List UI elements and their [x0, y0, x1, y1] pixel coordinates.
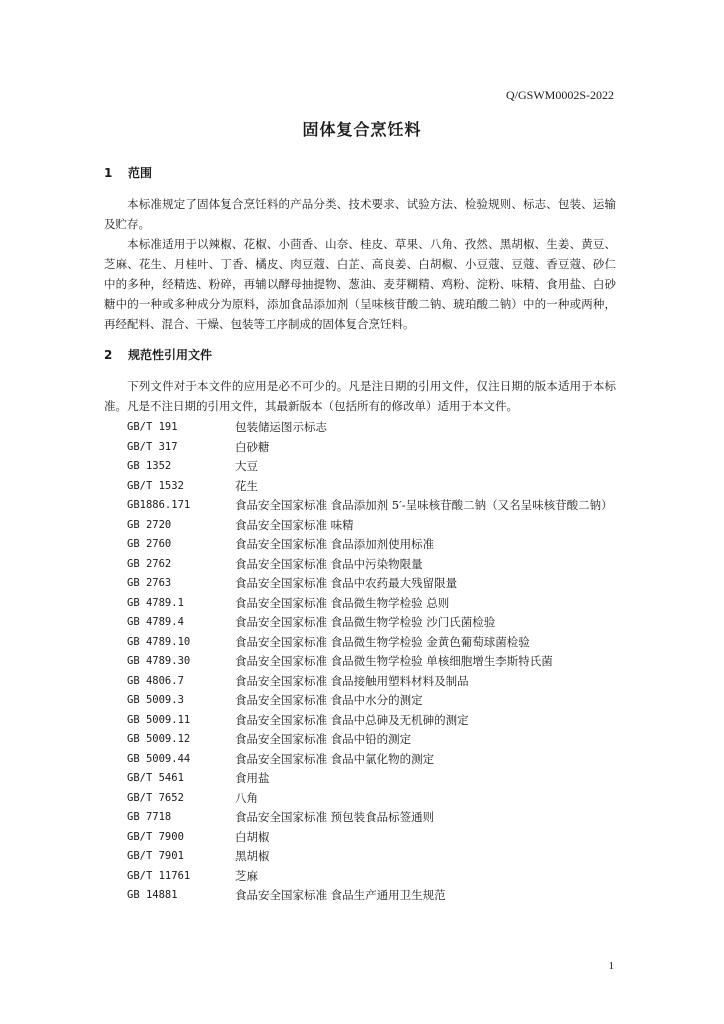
reference-title: 食品安全国家标准 食品接触用塑料材料及制品	[235, 673, 469, 688]
reference-row	[127, 594, 617, 614]
reference-title: 食品安全国家标准 食品中氯化物的测定	[235, 751, 435, 766]
reference-title: 八角	[235, 790, 258, 805]
reference-title: 食品安全国家标准 食品中水分的测定	[235, 693, 423, 707]
document-title: 固体复合烹饪料	[302, 120, 422, 139]
reference-row	[127, 691, 617, 711]
reference-row	[127, 633, 617, 653]
reference-code: GB/T 7900	[127, 830, 184, 843]
reference-row	[127, 808, 617, 828]
reference-row	[127, 750, 617, 770]
reference-title: 黑胡椒	[235, 849, 270, 863]
reference-title: 食品安全国家标准 味精	[235, 517, 354, 532]
section-heading-normative-references	[104, 346, 212, 363]
reference-row	[127, 886, 617, 906]
standard-code: Q/GSWM0002S-2022	[505, 88, 614, 102]
section-title: 规范性引用文件	[128, 348, 213, 362]
reference-row	[127, 828, 617, 848]
section-number: 2	[104, 348, 113, 362]
reference-code: GB 5009.11	[127, 713, 191, 726]
reference-code: GB 5009.3	[127, 694, 184, 706]
reference-title: 食用盐	[235, 771, 270, 785]
reference-row	[127, 847, 617, 867]
reference-row	[127, 789, 617, 809]
reference-code: GB 2760	[127, 538, 172, 550]
reference-list	[127, 418, 617, 906]
reference-code: GB 2762	[127, 557, 172, 570]
references-intro-paragraph	[104, 376, 616, 416]
reference-title: 食品安全国家标准 食品微生物学检验 金黄色葡萄球菌检验	[235, 634, 530, 649]
reference-row	[127, 730, 617, 750]
reference-row	[127, 535, 617, 555]
reference-row	[127, 652, 617, 672]
reference-title: 食品安全国家标准 食品生产通用卫生规范	[235, 888, 446, 902]
reference-code: GB/T 7652	[127, 791, 184, 804]
reference-row	[127, 516, 617, 536]
reference-code: GB 4789.1	[127, 596, 184, 609]
reference-title: 大豆	[235, 459, 258, 473]
reference-title: 食品安全国家标准 食品微生物学检验 单核细胞增生李斯特氏菌	[235, 654, 553, 668]
reference-title: 食品安全国家标准 食品微生物学检验 沙门氏菌检验	[235, 615, 496, 629]
reference-row	[127, 769, 617, 789]
reference-code: GB 1352	[127, 460, 172, 472]
section-title: 范围	[128, 166, 153, 180]
scope-paragraph-1	[104, 194, 616, 234]
reference-code: GB 2720	[127, 518, 172, 531]
reference-row	[127, 867, 617, 887]
section-heading-scope	[104, 164, 152, 181]
reference-row	[127, 672, 617, 692]
reference-title: 包装储运图示标志	[235, 420, 327, 434]
scope-paragraph-2	[104, 234, 616, 334]
reference-code: GB/T 7901	[127, 850, 184, 862]
reference-code: GB 4789.30	[127, 655, 191, 667]
reference-row	[127, 418, 617, 438]
reference-code: GB/T 11761	[127, 869, 191, 882]
reference-title: 食品安全国家标准 食品中铅的测定	[235, 732, 412, 746]
reference-code: GB 4806.7	[127, 674, 184, 687]
reference-code: GB 4789.10	[127, 635, 191, 648]
reference-code: GB1886.171	[127, 499, 191, 511]
reference-row	[127, 496, 617, 516]
reference-code: GB 5009.12	[127, 733, 191, 745]
reference-row	[127, 555, 617, 575]
reference-row	[127, 613, 617, 633]
reference-code: GB 7718	[127, 811, 172, 823]
reference-row	[127, 438, 617, 458]
reference-code: GB 4789.4	[127, 616, 184, 628]
reference-code: GB/T 5461	[127, 772, 184, 784]
reference-code: GB/T 191	[127, 421, 178, 433]
reference-code: GB 2763	[127, 577, 172, 589]
reference-title: 食品安全国家标准 食品中污染物限量	[235, 556, 423, 571]
reference-title: 食品安全国家标准 食品中农药最大残留限量	[235, 576, 458, 590]
reference-title: 食品安全国家标准 食品微生物学检验 总则	[235, 595, 450, 610]
reference-row	[127, 477, 617, 497]
reference-row	[127, 457, 617, 477]
reference-code: GB/T 317	[127, 440, 178, 453]
reference-title: 白砂糖	[235, 439, 270, 454]
reference-row	[127, 574, 617, 594]
reference-code: GB 5009.44	[127, 752, 191, 765]
reference-code: GB/T 1532	[127, 479, 184, 492]
reference-title: 食品安全国家标准 食品中总砷及无机砷的测定	[235, 712, 469, 727]
reference-title: 食品安全国家标准 预包装食品标签通则	[235, 810, 435, 824]
page-number: 1	[608, 960, 614, 972]
section-number: 1	[104, 166, 113, 180]
reference-title: 花生	[235, 478, 258, 493]
paragraph-text: 本标准规定了固体复合烹饪料的产品分类、技术要求、试验方法、检验规则、标志、包装、运输及贮存。	[104, 197, 616, 231]
reference-title: 食品安全国家标准 食品添加剂 5′-呈味核苷酸二钠（又名呈味核苷酸二钠）	[235, 498, 613, 512]
reference-title: 芝麻	[235, 868, 258, 883]
reference-row	[127, 711, 617, 731]
reference-code: GB 14881	[127, 889, 178, 901]
paragraph-text: 下列文件对于本文件的应用是必不可少的。凡是注日期的引用文件，仅注日期的版本适用于本标准。凡是不注日期的引用文件，其最新版本（包括所有的修改单）适用于本文件。	[104, 379, 616, 413]
paragraph-text: 本标准适用于以辣椒、花椒、小茴香、山奈、桂皮、草果、八角、孜然、黑胡椒、生姜、黄豆、芝麻、花生、月桂叶、丁香、橘皮、肉豆蔻、白芷、高良姜、白胡椒、小豆蔻、豆蔻、香豆蔻、砂仁中的多种，经精选、粉碎，再辅以酵母抽提物、葱油、麦芽糊精、鸡粉、淀粉、味精、食用盐、白砂糖中的一种或多种成分为原料，添加食品添加剂（呈味核苷酸二钠、琥珀酸二钠）中的一种或两种，再经配料、混合、干燥、包装等工序制成的固体复合烹饪料。	[104, 237, 616, 331]
reference-title: 白胡椒	[235, 829, 270, 844]
reference-title: 食品安全国家标准 食品添加剂使用标准	[235, 537, 435, 551]
